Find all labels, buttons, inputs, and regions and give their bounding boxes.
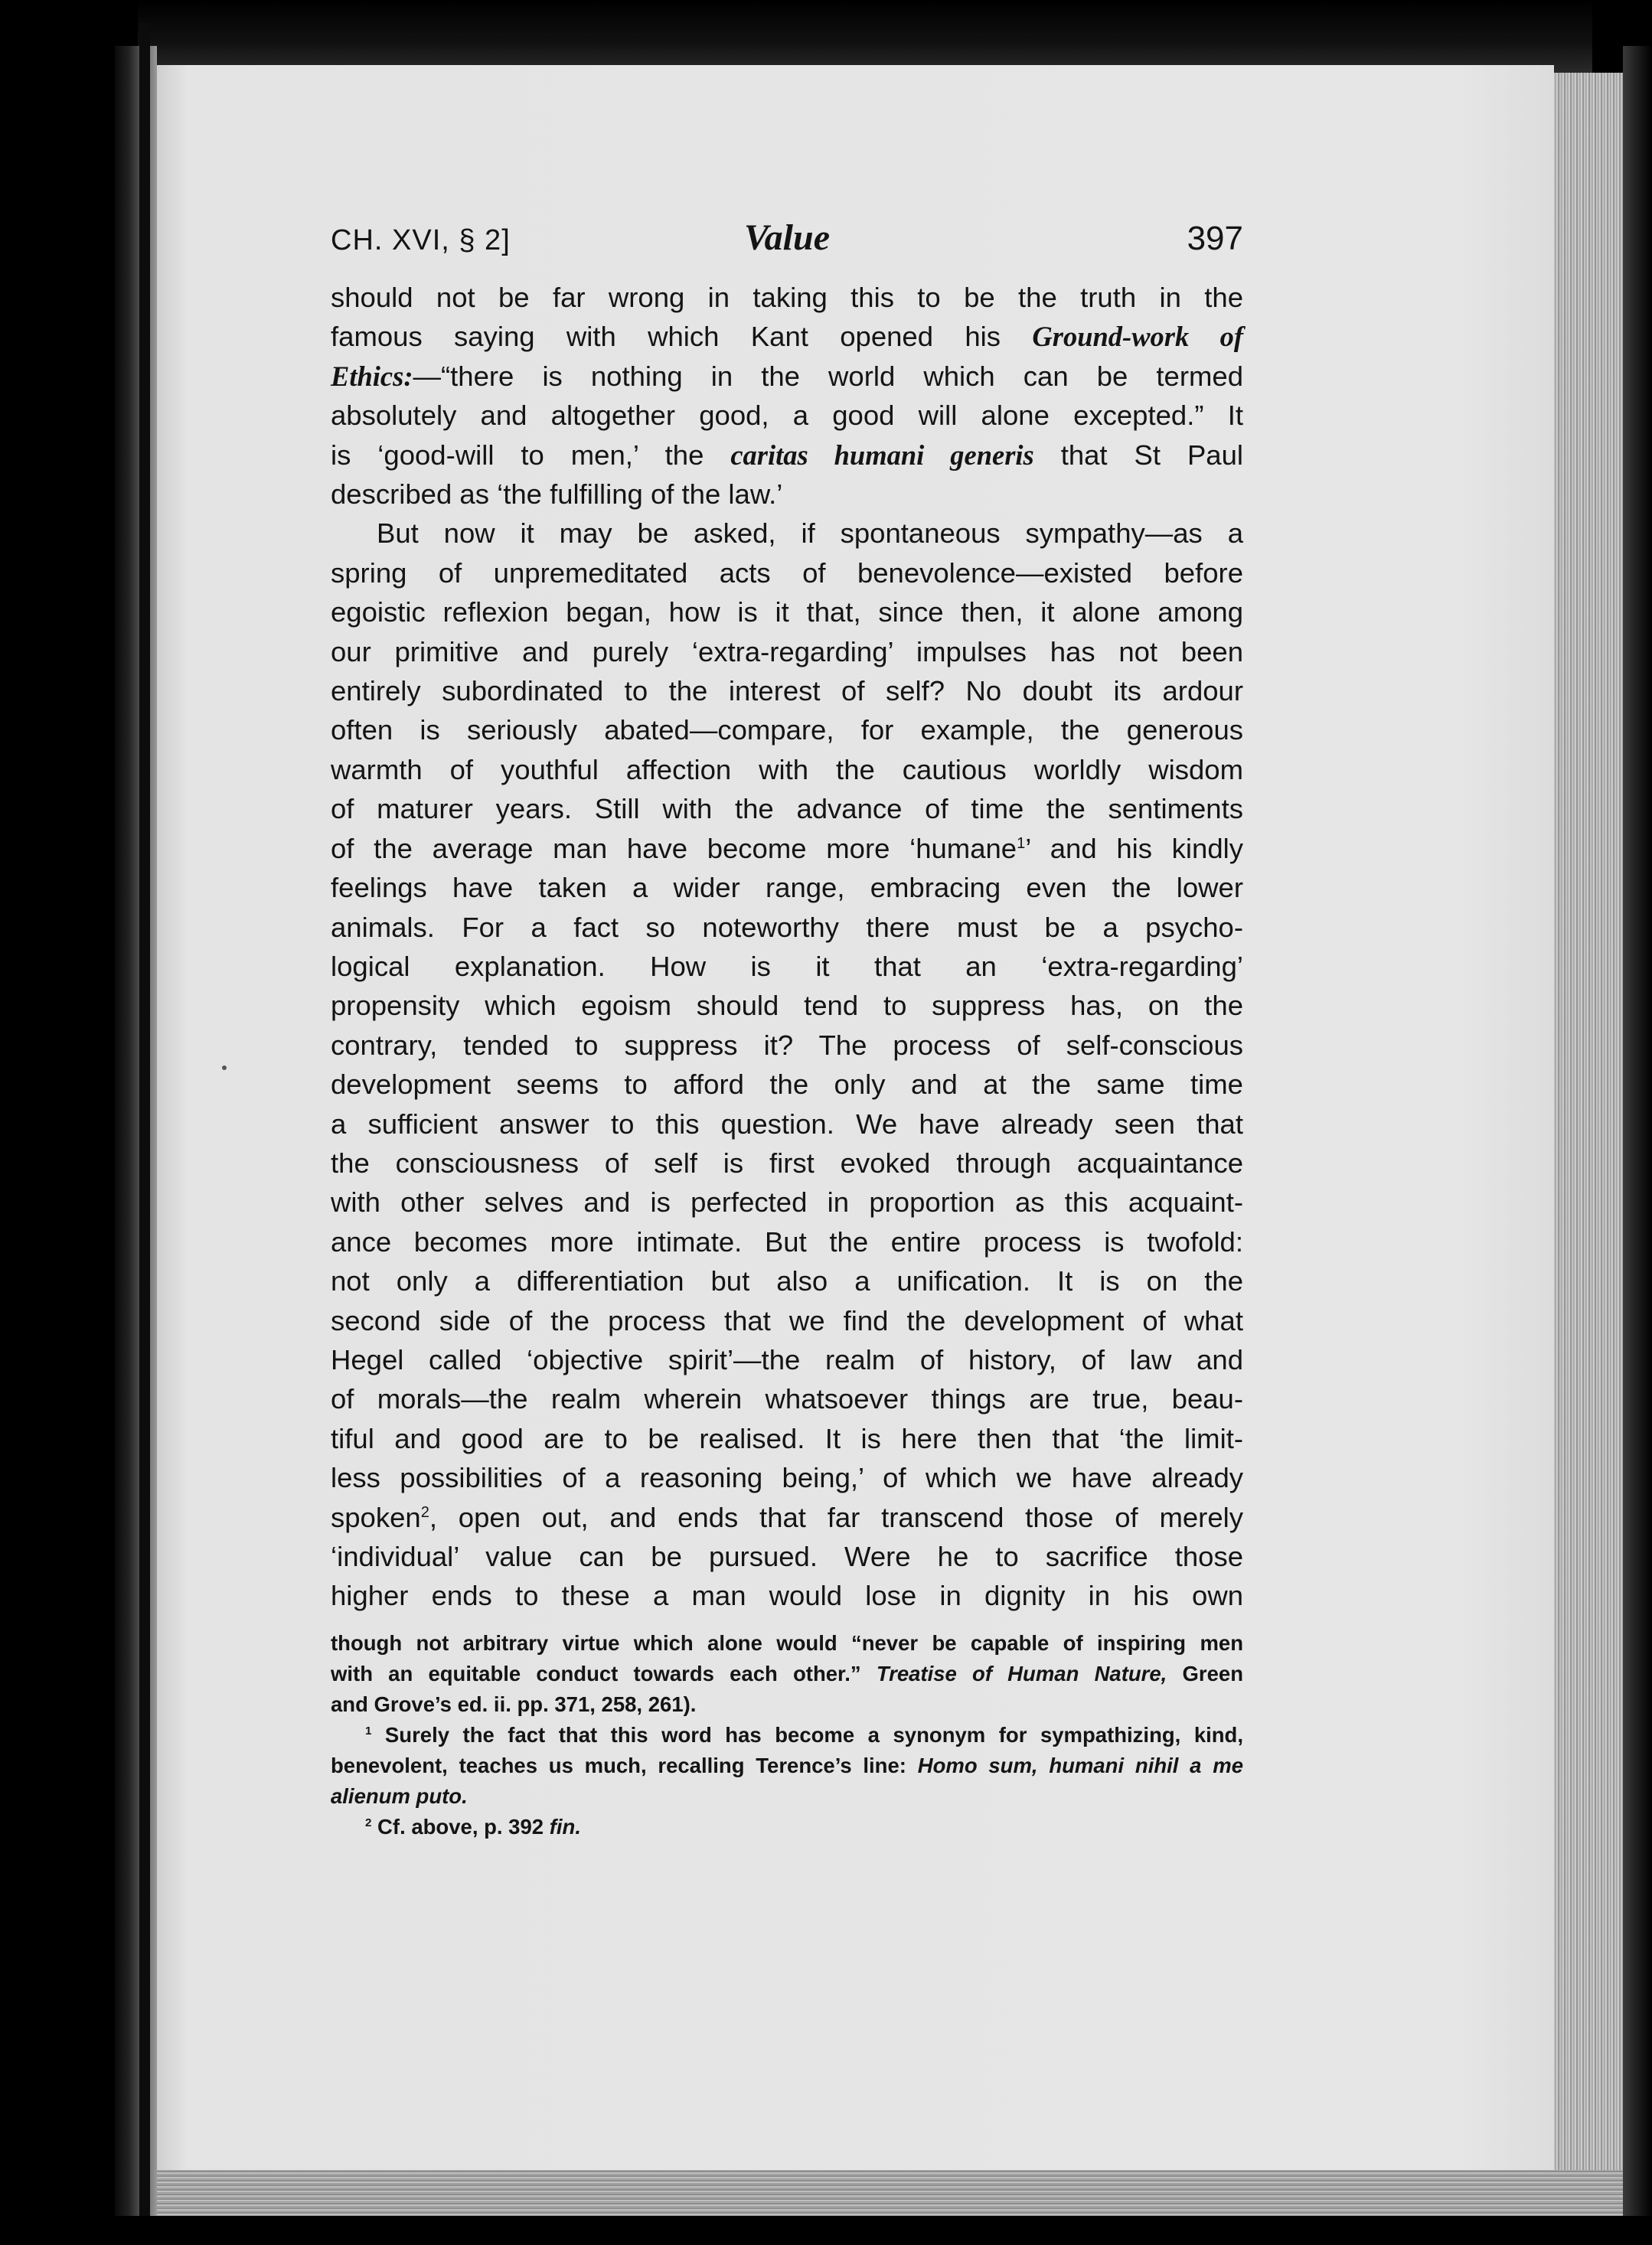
footnote-2-marker: 2 xyxy=(365,1816,372,1829)
text-line: the consciousness of self is first evoked through acquaintance xyxy=(331,1147,1243,1179)
top-shadow xyxy=(138,0,1592,73)
text-line: warmth of youthful affection with the cautious worldly wisdom xyxy=(331,753,1243,785)
body-text xyxy=(331,278,1243,1616)
footnotes xyxy=(331,1628,1243,1842)
bottom-border xyxy=(0,2216,1652,2245)
text-line: of the average man have become more ‘humane$^1$’ and his kindly xyxy=(331,832,1243,864)
footnote-1-marker: 1 xyxy=(365,1724,372,1738)
text-line: is ‘good-will to men,’ the caritas humani generis that St Paul xyxy=(331,439,1244,471)
footnote-continuation-line: though not arbitrary virtue which alone would “never be capable of inspiring men xyxy=(331,1630,1243,1655)
text-column xyxy=(331,217,1243,1842)
footnote-1-line: benevolent, teaches us much, recalling Terence’s line: Homo sum, humani nihil a me xyxy=(331,1753,1243,1777)
footnote-continuation-line: and Grove’s ed. ii. pp. 371, 258, 261). xyxy=(331,1692,697,1716)
text-line: not only a differentiation but also a unification. It is on the xyxy=(331,1265,1243,1297)
text-line: often is seriously abated—compare, for example, the generous xyxy=(331,714,1243,746)
footnote-continuation-line: with an equitable conduct towards each other.” Treatise of Human Nature, Green xyxy=(331,1661,1243,1685)
footnote-2: $^2$ Cf. above, p. 392 fin. xyxy=(365,1814,581,1839)
text-line: tiful and good are to be realised. It is here then that ‘the limit- xyxy=(331,1422,1243,1454)
text-line: should not be far wrong in taking this to be the truth in the xyxy=(331,282,1243,313)
text-line: of maturer years. Still with the advance of time the sentiments xyxy=(331,793,1243,825)
page-edges-right xyxy=(1554,73,1623,2216)
text-line: famous saying with which Kant opened his Ground-work of xyxy=(331,321,1243,353)
binding-gutter xyxy=(139,23,150,2227)
text-line: described as ‘the fulfilling of the law.’ xyxy=(331,478,783,511)
running-head xyxy=(331,217,1243,278)
dust-speck xyxy=(222,1065,227,1070)
text-line: ance becomes more intimate. But the entire process is twofold: xyxy=(331,1225,1243,1258)
page-number: 397 xyxy=(1187,220,1243,257)
text-line: logical explanation. How is it that an ‘extra-regarding’ xyxy=(331,950,1243,982)
text-line: Hegel called ‘objective spirit’—the realm of history, of law and xyxy=(331,1343,1243,1375)
page-edges-shadow xyxy=(1623,46,1652,2245)
text-line: propensity which egoism should tend to suppress has, on the xyxy=(331,990,1243,1022)
text-line: less possibilities of a reasoning being,’ of which we have already xyxy=(331,1462,1243,1494)
running-title: Value xyxy=(743,217,831,258)
book-binding xyxy=(115,46,157,2235)
text-line: spring of unpremeditated acts of benevolence—existed before xyxy=(331,556,1243,589)
text-line: a sufficient answer to this question. We have already seen that xyxy=(331,1108,1243,1140)
text-line: second side of the process that we find the development of what xyxy=(331,1304,1243,1336)
text-line: absolutely and altogether good, a good will alone excepted.” It xyxy=(331,400,1243,432)
text-line: entirely subordinated to the interest of self? No doubt its ardour xyxy=(331,675,1243,707)
text-line: our primitive and purely ‘extra-regarding’ impulses has not been xyxy=(331,635,1243,667)
chapter-reference: CH. XVI, § 2] xyxy=(331,224,511,256)
text-line: spoken$^2$, open out, and ends that far transcend those of merely xyxy=(331,1501,1243,1533)
text-line: egoistic reflexion began, how is it that, since then, it alone among xyxy=(331,596,1243,628)
page-edges-bottom xyxy=(157,2170,1623,2216)
text-line: ‘individual’ value can be pursued. Were he to sacrifice those xyxy=(331,1541,1243,1572)
text-line: feelings have taken a wider range, embracing even the lower xyxy=(331,872,1243,904)
footnote-1-line: alienum puto. xyxy=(331,1783,468,1808)
footnote-1: $^1$ Surely the fact that this word has become a synonym for sympathizing, kind, xyxy=(365,1722,1243,1747)
text-line: with other selves and is perfected in proportion as this acquaint- xyxy=(331,1186,1243,1219)
text-line: But now it may be asked, if spontaneous sympathy—as a xyxy=(377,517,1243,550)
text-line: of morals—the realm wherein whatsoever things are true, beau- xyxy=(331,1383,1243,1415)
text-line: contrary, tended to suppress it? The process of self-conscious xyxy=(331,1029,1243,1061)
text-line: Ethics:—“there is nothing in the world which can be termed xyxy=(331,360,1243,392)
text-line: development seems to afford the only and at the same time xyxy=(331,1069,1243,1101)
text-line: higher ends to these a man would lose in dignity in his own xyxy=(331,1580,1243,1612)
text-line: animals. For a fact so noteworthy there must be a psycho- xyxy=(331,911,1243,943)
